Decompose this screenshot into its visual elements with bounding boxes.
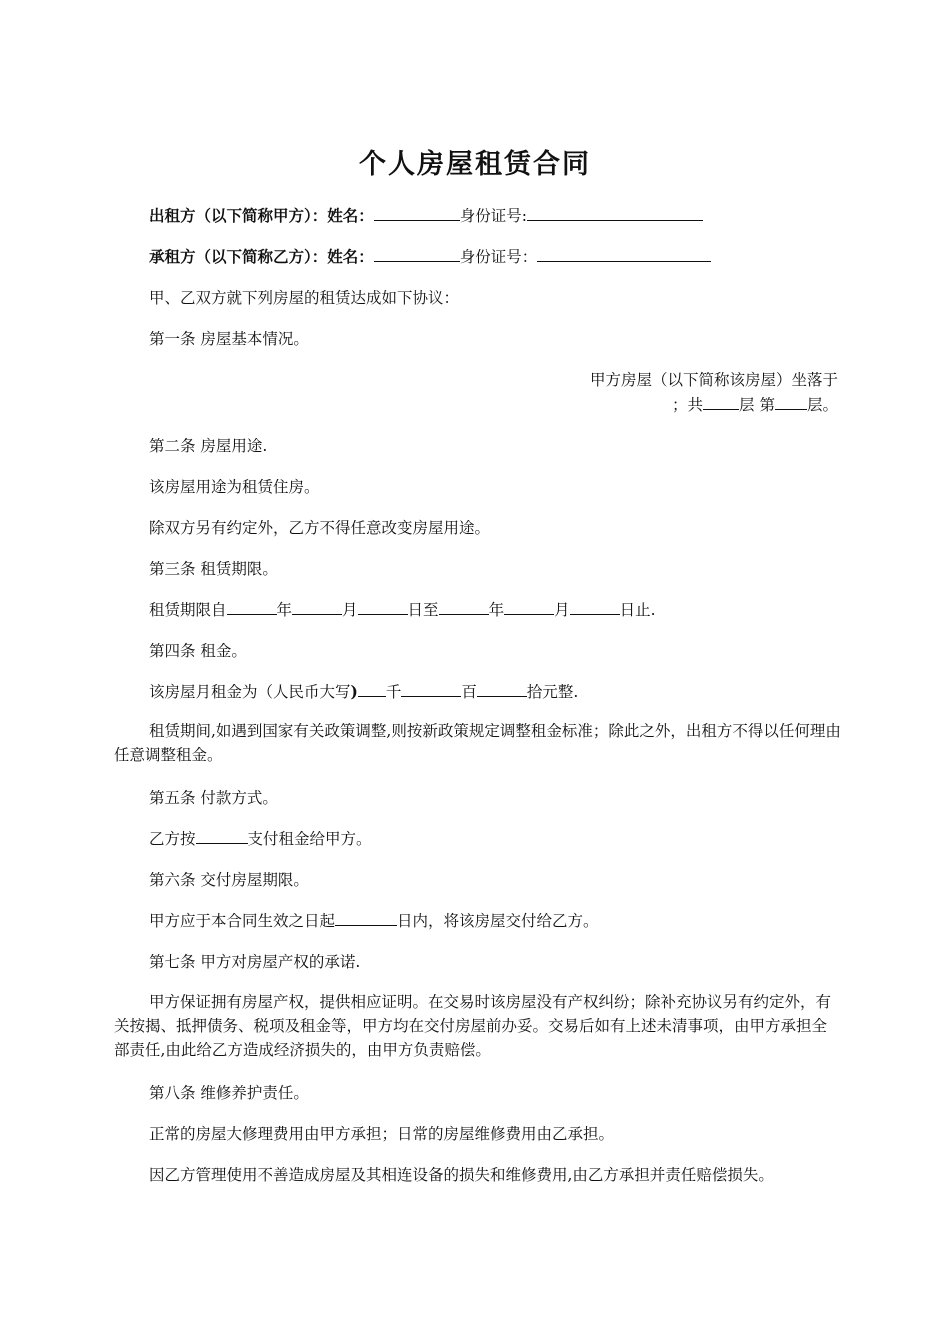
start-day-blank [358, 598, 408, 615]
lessee-name-blank [374, 245, 460, 262]
art1-floor-b: 层 第 [739, 396, 775, 414]
art7-p1: 甲方保证拥有房屋产权，提供相应证明。在交易时该房屋没有产权纠纷；除补充协议另有约定外，有关按揭、抵押债务、税项及租金等，甲方均在交付房屋前办妥。交易后如有上述未清事项，由甲方承担全部责任,由此给乙方造成经济损失的，由甲方负责赔偿。 [114, 993, 832, 1059]
total-floors-blank [703, 393, 739, 410]
rent-thousands-blank [358, 680, 386, 697]
art3-term-line [149, 598, 656, 622]
document-title: 个人房屋租赁合同 [359, 149, 591, 180]
start-year-blank [227, 598, 277, 615]
lessee-id-blank [537, 245, 711, 262]
art3-heading: 第三条 租赁期限。 [149, 560, 278, 578]
payment-suffix: 支付租金给甲方。 [247, 830, 372, 848]
art1-heading: 第一条 房屋基本情况。 [149, 330, 309, 348]
art2-p2: 除双方另有约定外，乙方不得任意改变房屋用途。 [149, 519, 491, 537]
rent-thousands-label: 千 [385, 683, 402, 701]
intro-text: 甲、乙双方就下列房屋的租赁达成如下协议： [149, 289, 460, 307]
art1-floor-line [672, 393, 838, 417]
art8-p2: 因乙方管理使用不善造成房屋及其相连设备的损失和维修费用,由乙方承担并责任赔偿损失。 [149, 1166, 774, 1184]
art8-p1: 正常的房屋大修理费用由甲方承担；日常的房屋维修费用由乙承担。 [149, 1125, 615, 1143]
lessee-label: 承租方（以下简称乙方）：姓名： [149, 247, 374, 266]
art4-p2: 租赁期间,如遇到国家有关政策调整,则按新政策规定调整租金标准；除此之外，出租方不得以任何理由任意调整租金。 [114, 722, 841, 764]
art4-heading: 第四条 租金。 [149, 642, 247, 660]
lessee-id-label: 身份证号： [459, 248, 538, 266]
delivery-suffix: 日内，将该房屋交付给乙方。 [397, 912, 599, 930]
lessor-label: 出租方（以下简称甲方）：姓名： [149, 206, 374, 225]
lessor-name-blank [374, 204, 460, 221]
end-month-label: 月 [554, 601, 570, 619]
term-from-label: 租赁期限自 [149, 601, 227, 619]
end-day-blank [570, 598, 620, 615]
payment-method-blank [196, 827, 248, 844]
art6-heading: 第六条 交付房屋期限。 [149, 871, 309, 889]
end-year-blank [439, 598, 489, 615]
payment-label: 乙方按 [149, 830, 196, 848]
rent-tens-blank [477, 680, 527, 697]
rent-hundreds-label: 百 [461, 683, 477, 701]
start-day-label: 日至 [407, 601, 439, 619]
art1-floor-c: 层。 [806, 396, 838, 414]
lessor-id-blank [527, 204, 703, 221]
art5-heading: 第五条 付款方式。 [149, 789, 278, 807]
lessee-line [149, 245, 711, 269]
end-year-label: 年 [488, 601, 505, 619]
start-year-label: 年 [276, 601, 293, 619]
floor-number-blank [775, 393, 807, 410]
rent-paren: ) [350, 682, 358, 701]
art7-heading: 第七条 甲方对房屋产权的承诺. [149, 953, 361, 971]
end-day-label: 日止. [619, 601, 656, 619]
art2-heading: 第二条 房屋用途. [149, 437, 268, 455]
art2-p1: 该房屋用途为租赁住房。 [149, 478, 320, 496]
art4-rent-line [149, 680, 578, 704]
rent-label: 该房屋月租金为（人民币大写 [149, 683, 351, 701]
start-month-label: 月 [342, 601, 358, 619]
start-month-blank [292, 598, 342, 615]
delivery-label: 甲方应于本合同生效之日起 [149, 912, 336, 930]
delivery-days-blank [335, 909, 397, 926]
end-month-blank [504, 598, 554, 615]
rent-tens-label: 拾元整. [526, 683, 579, 701]
art1-floor-a: ；共 [672, 396, 704, 414]
art5-payment-line [149, 827, 372, 851]
lessor-line [149, 204, 703, 228]
lessor-id-label: 身份证号: [459, 207, 527, 225]
art6-delivery-line [149, 909, 599, 933]
rent-hundreds-blank [401, 680, 461, 697]
art8-heading: 第八条 维修养护责任。 [149, 1084, 309, 1102]
art1-location-line: 甲方房屋（以下简称该房屋）坐落于 [589, 371, 838, 389]
